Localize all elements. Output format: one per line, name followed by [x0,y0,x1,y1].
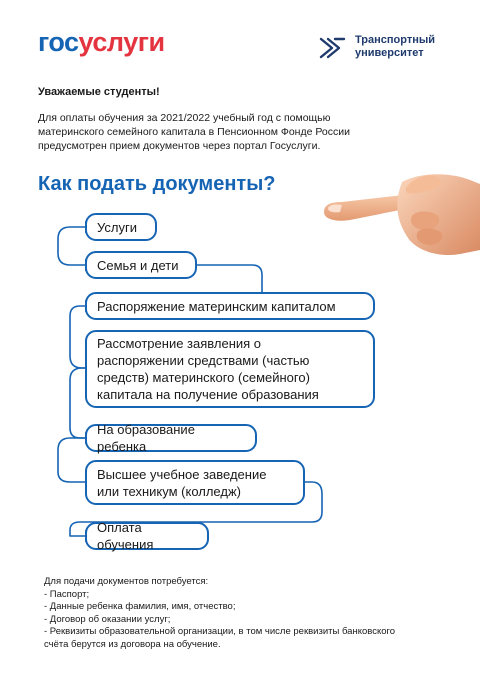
step-label-line: средств) материнского (семейного) [97,370,310,385]
university-name [355,34,435,60]
university-logo-icon [318,34,346,62]
connector-line [70,368,85,438]
requirements-list [44,576,464,651]
step-higher-education [85,460,305,505]
step-label: На образование ребенка [97,422,195,454]
intro-text [38,111,398,153]
step-label: Оплата обучения [97,520,154,552]
step-maternity-capital [85,292,375,320]
greeting: Уважаемые студенты! [38,86,160,98]
step-label-line: Высшее учебное заведение [97,466,267,482]
step-family-children [85,251,197,279]
step-label: Услуги [97,219,137,235]
university-line-2: университет [355,47,424,59]
requirements-title: Для подачи документов потребуется: [44,576,209,587]
step-tuition-payment [85,522,209,550]
step-label-line: распоряжении средствами (частью [97,353,310,368]
gosuslugi-logo [38,29,165,56]
university-line-1: Транспортный [355,34,436,46]
requirement-item: - Данные ребенка фамилия, имя, отчество; [44,601,236,612]
logo-part-gos: гос [38,27,79,57]
step-label-line: Рассмотрение заявления о [97,336,262,351]
connector-line [58,227,85,265]
step-label: Распоряжение материнским капиталом [97,298,336,314]
connector-line [58,438,85,482]
step-uslugi [85,213,157,241]
pointing-hand-icon [320,150,480,260]
step-child-education [85,424,257,452]
step-label: Семья и дети [97,257,179,273]
intro-line: предусмотрен прием документов через портал Госуслуги. [38,140,321,152]
page-heading: Как подать документы? [38,173,276,195]
step-label-line: капитала на получение образования [97,387,319,402]
intro-line: материнского семейного капитала в Пенсионном Фонде России [38,126,350,138]
intro-line: Для оплаты обучения за 2021/2022 учебный год с помощью [38,112,331,124]
logo-part-uslugi: услуги [78,27,165,57]
step-application-review [85,330,375,408]
requirement-item: счёта берутся из договора на обучение. [44,638,221,650]
requirement-item: - Паспорт; [44,588,90,600]
requirement-item: - Договор об оказании услуг; [44,613,171,625]
step-label-line: или техникум (колледж) [97,483,241,499]
requirement-item: - Реквизиты образовательной организации, в том числе реквизиты банковского [44,626,396,637]
